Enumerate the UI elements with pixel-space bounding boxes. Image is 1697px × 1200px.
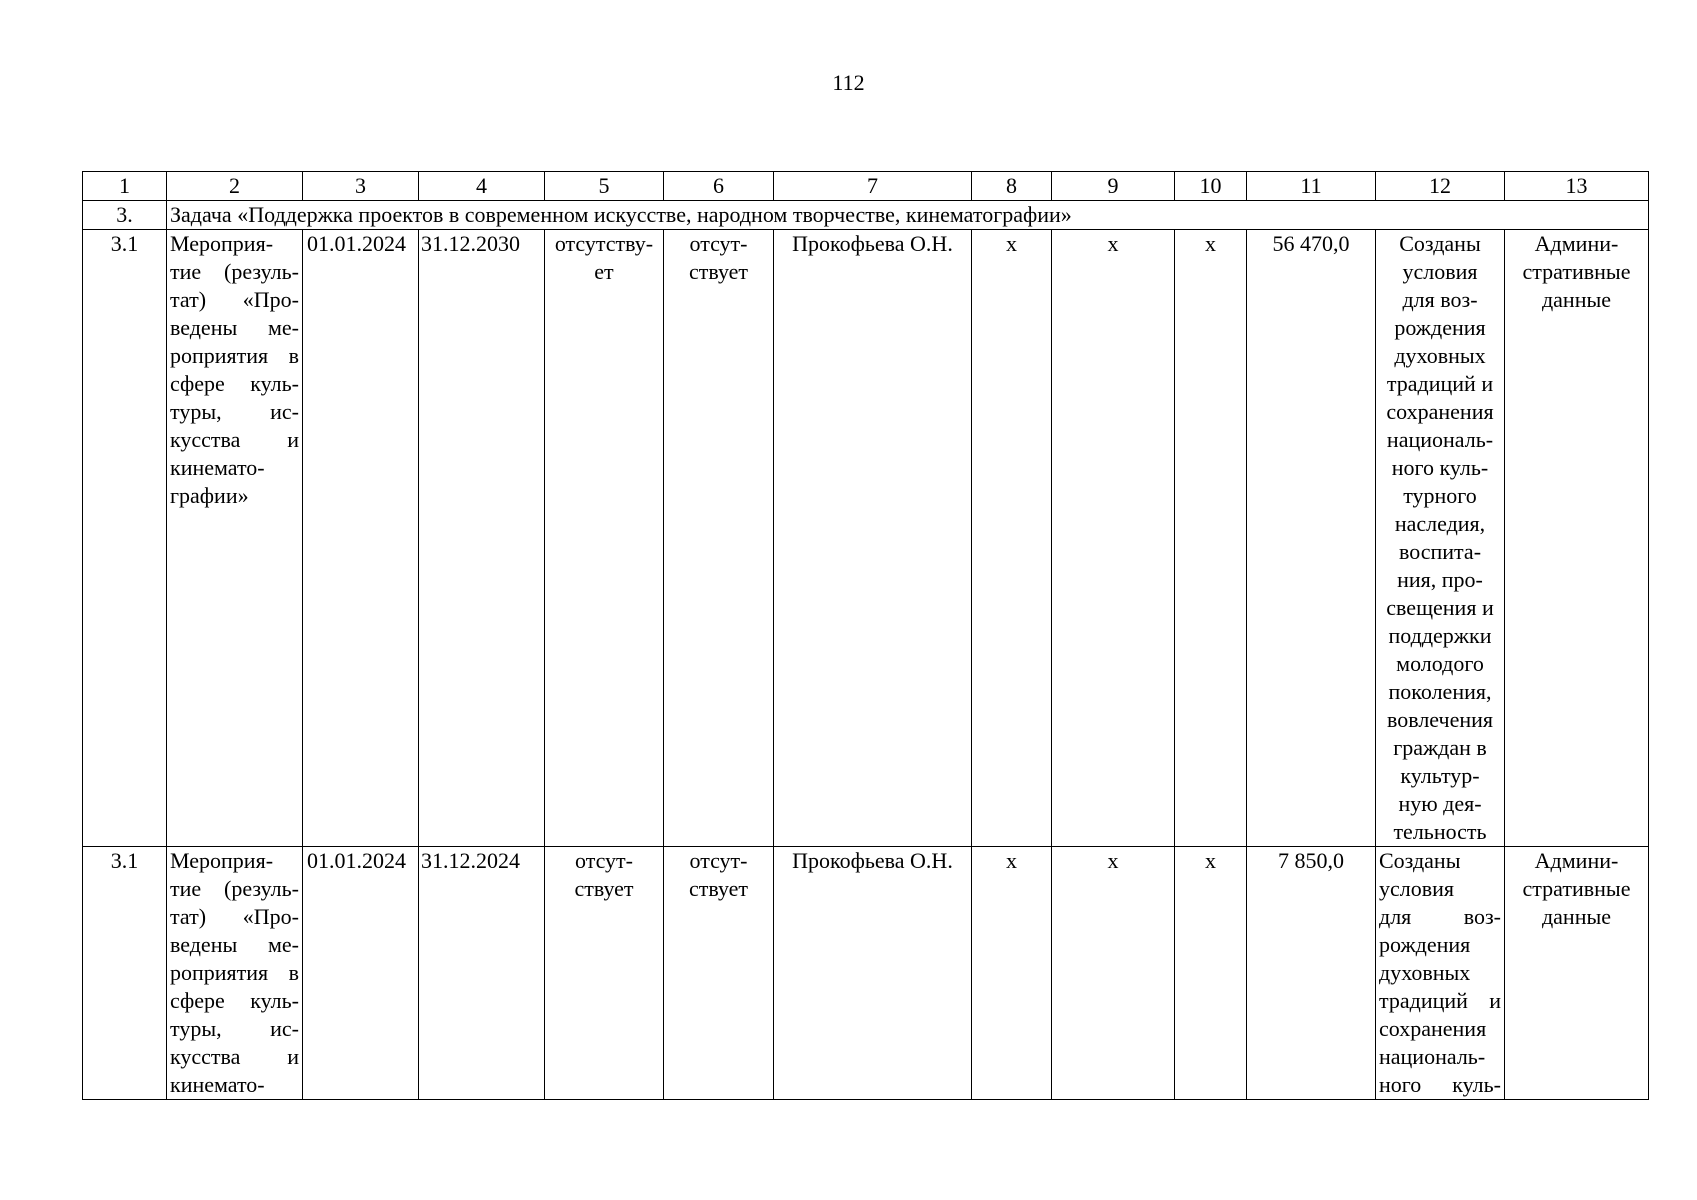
text-line: Мероприя-: [170, 231, 274, 256]
header-cell: 12: [1376, 172, 1505, 201]
text-line: стративные: [1522, 876, 1631, 901]
text-line: ет: [594, 259, 614, 284]
col9-value: х: [1052, 230, 1175, 847]
col10-value: х: [1175, 230, 1247, 847]
text-line: тат) «Про-: [170, 904, 299, 929]
text-line: граждан в: [1393, 735, 1487, 760]
header-cell: 8: [972, 172, 1052, 201]
text-line: наследия,: [1394, 511, 1486, 536]
text-line: кинемато-: [170, 455, 265, 480]
row-number: 3.1: [83, 847, 167, 1100]
text-line: духовных: [1379, 960, 1471, 985]
text-line: для воз-: [1379, 904, 1501, 929]
data-source: [1505, 847, 1649, 1100]
text-line: кусства и: [170, 1044, 299, 1069]
text-line: ствует: [574, 876, 634, 901]
text-line: сохранения: [1386, 399, 1494, 424]
text-line: отсут-: [574, 848, 633, 873]
header-row: [83, 172, 1649, 201]
text-line: турного: [1403, 483, 1477, 508]
header-cell: 10: [1175, 172, 1247, 201]
text-line: Админи-: [1534, 231, 1619, 256]
text-line: ного куль-: [1391, 455, 1489, 480]
text-line: роприятия в: [170, 343, 299, 368]
text-line: ведены ме-: [170, 932, 299, 957]
text-line: тат) «Про-: [170, 287, 299, 312]
text-line: рождения: [1379, 932, 1471, 957]
header-cell: 7: [774, 172, 972, 201]
text-line: свещения и: [1386, 595, 1494, 620]
text-line: культур-: [1400, 763, 1480, 788]
text-line: ния, про-: [1397, 567, 1483, 592]
program-table: [82, 171, 1649, 1100]
text-line: молодого: [1396, 651, 1484, 676]
text-line: стративные: [1522, 259, 1631, 284]
text-line: вовлечения: [1386, 707, 1494, 732]
text-line: Админи-: [1534, 848, 1619, 873]
text-line: духовных: [1394, 343, 1486, 368]
text-line: рождения: [1394, 315, 1486, 340]
text-line: туры, ис-: [170, 1016, 299, 1041]
text-line: сохранения: [1379, 1016, 1487, 1041]
text-line: данные: [1541, 287, 1612, 312]
start-date: 01.01.2024: [303, 230, 419, 847]
text-line: условия: [1402, 259, 1478, 284]
start-date: 01.01.2024: [303, 847, 419, 1100]
text-line: ствует: [688, 259, 749, 284]
text-line: тие (резуль-: [170, 259, 299, 284]
col8-value: х: [972, 847, 1052, 1100]
col6-value: [664, 847, 774, 1100]
text-line: тельность: [1393, 819, 1487, 844]
text-line: ную дея-: [1398, 791, 1482, 816]
header-cell: 3: [303, 172, 419, 201]
amount-value: 7 850,0: [1247, 847, 1376, 1100]
header-cell: 5: [545, 172, 664, 201]
text-line: для воз-: [1402, 287, 1478, 312]
text-line: ствует: [688, 876, 749, 901]
text-line: графии»: [170, 483, 249, 508]
text-line: националь-: [1386, 427, 1494, 452]
text-line: туры, ис-: [170, 399, 299, 424]
text-line: Созданы: [1399, 231, 1481, 256]
text-line: тие (резуль-: [170, 876, 299, 901]
col8-value: х: [972, 230, 1052, 847]
text-line: данные: [1541, 904, 1612, 929]
task-number: 3.: [83, 201, 167, 230]
header-cell: 6: [664, 172, 774, 201]
text-line: условия: [1379, 876, 1455, 901]
header-cell: 4: [419, 172, 545, 201]
row-number: 3.1: [83, 230, 167, 847]
text-line: Созданы: [1379, 848, 1461, 873]
col6-value: [664, 230, 774, 847]
table-row: [83, 847, 1649, 1100]
col5-value: [545, 847, 664, 1100]
text-line: воспита-: [1398, 539, 1482, 564]
header-cell: 1: [83, 172, 167, 201]
text-line: кинемато-: [170, 1072, 265, 1097]
result-description: [1376, 230, 1505, 847]
text-line: отсут-: [689, 848, 748, 873]
header-cell: 2: [167, 172, 303, 201]
amount-value: 56 470,0: [1247, 230, 1376, 847]
text-line: поддержки: [1388, 623, 1492, 648]
text-line: сфере куль-: [170, 988, 299, 1013]
text-line: отсут-: [689, 231, 748, 256]
text-line: роприятия в: [170, 960, 299, 985]
text-line: традиций и: [1379, 988, 1501, 1013]
header-cell: 9: [1052, 172, 1175, 201]
responsible-person: Прокофьева О.Н.: [774, 847, 972, 1100]
text-line: традиций и: [1386, 371, 1494, 396]
text-line: кусства и: [170, 427, 299, 452]
text-line: сфере куль-: [170, 371, 299, 396]
col10-value: х: [1175, 847, 1247, 1100]
result-description: [1376, 847, 1505, 1100]
text-line: поколения,: [1388, 679, 1492, 704]
activity-name: [167, 230, 303, 847]
responsible-person: Прокофьева О.Н.: [774, 230, 972, 847]
page-number: 112: [832, 70, 865, 95]
activity-name: [167, 847, 303, 1100]
data-source: [1505, 230, 1649, 847]
text-line: националь-: [1379, 1044, 1486, 1069]
text-line: Мероприя-: [170, 848, 274, 873]
task-row: [83, 201, 1649, 230]
end-date: 31.12.2024: [419, 847, 545, 1100]
header-cell: 11: [1247, 172, 1376, 201]
text-line: отсутству-: [554, 231, 654, 256]
col9-value: х: [1052, 847, 1175, 1100]
task-title: Задача «Поддержка проектов в современном искусстве, народном творчестве, кинематографии»: [167, 201, 1649, 230]
table-row: [83, 230, 1649, 847]
header-cell: 13: [1505, 172, 1649, 201]
text-line: ного куль-: [1379, 1072, 1501, 1097]
end-date: 31.12.2030: [419, 230, 545, 847]
col5-value: [545, 230, 664, 847]
text-line: ведены ме-: [170, 315, 299, 340]
